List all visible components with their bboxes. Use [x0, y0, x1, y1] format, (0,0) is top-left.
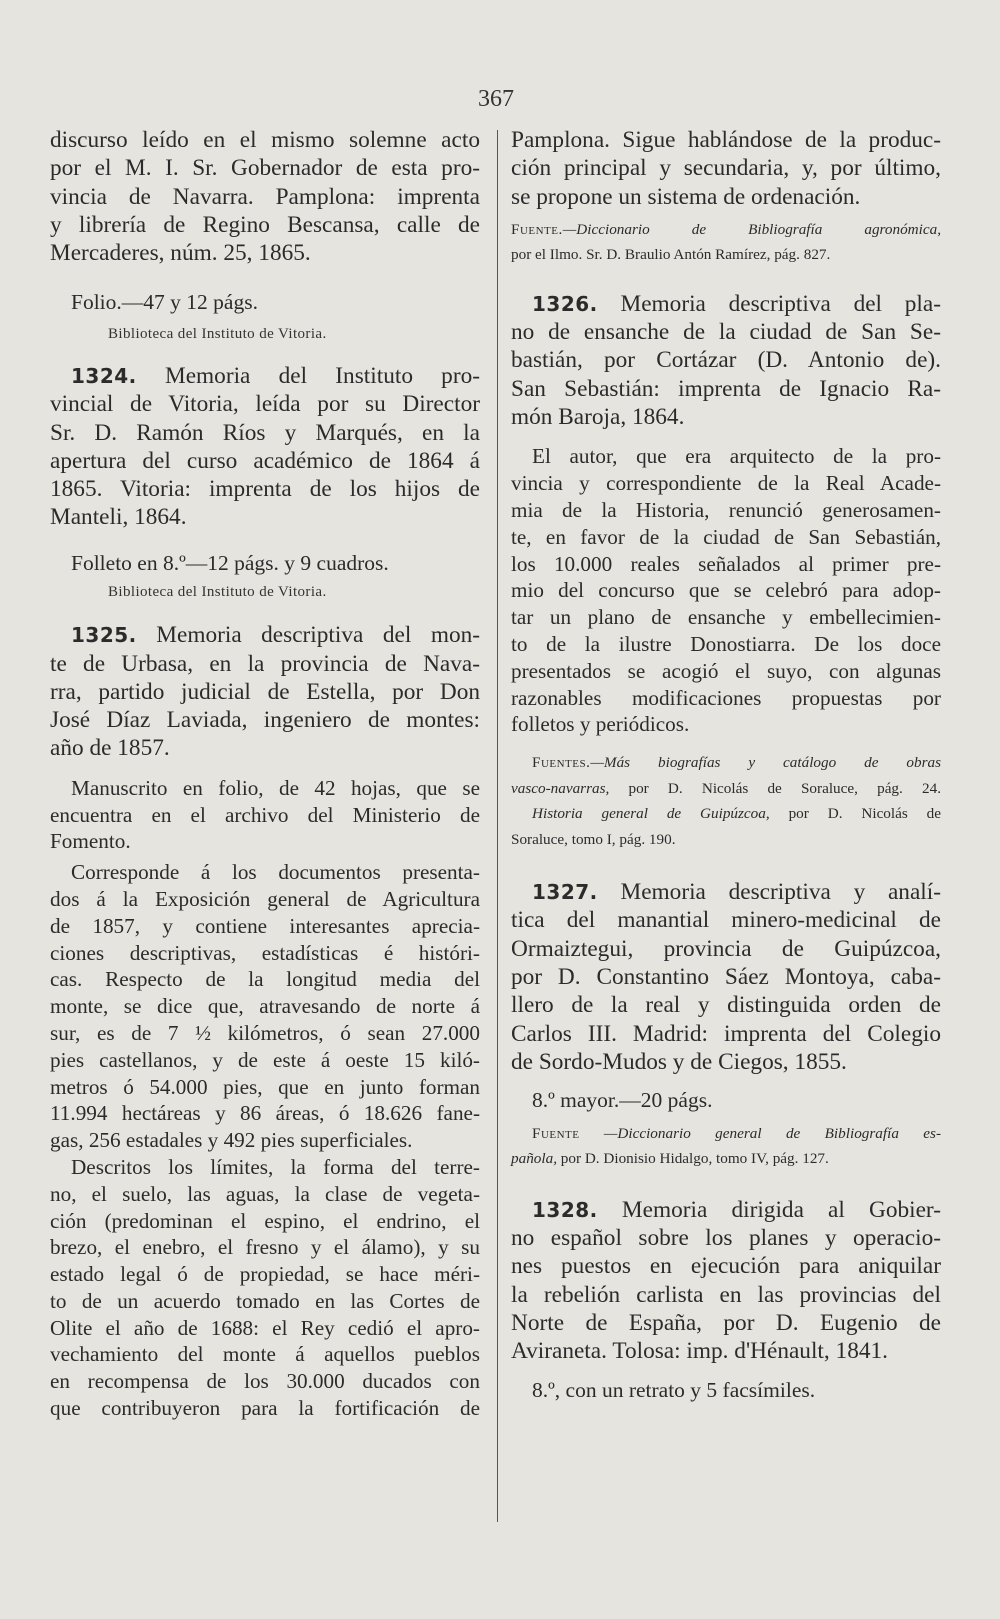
text-line: te de Urbasa, en la provincia de Nava-	[50, 650, 480, 677]
text-line: ciones descriptivas, estadísticas é históri-	[50, 940, 480, 965]
source-note	[511, 1146, 941, 1172]
text-line: Descritos los límites, la forma del terre-	[71, 1154, 480, 1179]
text-line: tica del manantial minero-medicinal de	[511, 907, 941, 934]
text-line: apertura del curso académico de 1864 á	[50, 447, 480, 474]
entry-heading-line	[50, 362, 480, 390]
entry-heading-line	[50, 621, 480, 649]
source-title: vasco-navarras,	[511, 779, 610, 797]
source-detail: por D. Nicolás de	[788, 805, 942, 823]
description-paragraph	[50, 1154, 480, 1422]
text-line: vincia de Navarra. Pamplona: imprenta	[50, 183, 480, 210]
text-line: mio del concurso que se celebró para adop-	[511, 578, 941, 603]
entry-1327	[511, 878, 941, 1172]
text-line: Memoria descriptiva del mon-	[156, 622, 480, 649]
library-location: Biblioteca del Instituto de Vitoria.	[108, 584, 327, 601]
text-line: El autor, que era arquitecto de la pro-	[532, 444, 941, 469]
text-line: no, el suelo, las aguas, la clase de vegeta-	[50, 1181, 480, 1206]
text-line: que contribuyeron para la fortificación de	[50, 1396, 480, 1421]
source-note	[511, 750, 941, 776]
text-line: monte, se dice que, atravesando de norte á	[50, 994, 480, 1019]
text-line: se propone un sistema de ordenación.	[511, 183, 861, 210]
continued-entry	[511, 126, 941, 268]
source-notes	[511, 750, 941, 852]
entry-number: 1326.	[532, 291, 598, 316]
source-detail: por D. Nicolás de Soraluce, pág. 24.	[628, 779, 942, 797]
text-line: Fomento.	[50, 829, 131, 854]
text-line: Aviraneta. Tolosa: imp. d'Hénault, 1841.	[511, 1338, 888, 1365]
entry-1325	[50, 621, 480, 1422]
source-note	[511, 217, 941, 243]
physical-description: Folio.—47 y 12 págs.	[71, 290, 258, 315]
text-line: ción principal y secundaria, y, por último,	[511, 155, 941, 182]
source-note: Soraluce, tomo I, pág. 190.	[511, 830, 676, 848]
text-line: nes puestos en ejecución para aniquilar	[511, 1253, 941, 1280]
text-line: tar un plano de ensanche y embellecimien-	[511, 605, 941, 630]
source-label: Fuentes.	[532, 754, 591, 772]
text-line: Carlos III. Madrid: imprenta del Colegio	[511, 1020, 941, 1047]
text-line: Corresponde á los documentos presenta-	[71, 860, 480, 885]
text-line: por el M. I. Sr. Gobernador de esta pro-	[50, 155, 480, 182]
text-line: Ormaiztegui, provincia de Guipúzcoa,	[511, 935, 941, 962]
source-title: —Diccionario general de Bibliografía es-	[603, 1124, 942, 1142]
source-note	[511, 801, 941, 827]
text-line: cas. Respecto de la longitud media del	[50, 967, 480, 992]
text-line: Memoria del Instituto pro-	[165, 362, 480, 389]
text-line: 11.994 hectáreas y 86 áreas, ó 18.626 fane-	[50, 1101, 480, 1126]
text-line: to de la ilustre Donostiarra. De los doce	[511, 631, 941, 656]
physical-description: 8.º, con un retrato y 5 facsímiles.	[532, 1377, 816, 1402]
source-label: Fuente.	[511, 220, 563, 238]
text-line: José Díaz Laviada, ingeniero de montes:	[50, 707, 480, 734]
column-divider	[497, 130, 498, 1522]
text-line: Olite el año de 1688: el Rey cedió el apro-	[50, 1315, 480, 1340]
physical-description: 8.º mayor.—20 págs.	[532, 1088, 713, 1113]
text-line: discurso leído en el mismo solemne acto	[50, 127, 480, 153]
text-line: encuentra en el archivo del Ministerio de	[50, 802, 480, 827]
source-title: —Diccionario de Bibliografía agronómica,	[562, 220, 941, 238]
text-line: los 10.000 reales señalados al primer pre-	[511, 551, 941, 576]
text-line: metros ó 54.000 pies, que en junto forman	[50, 1074, 480, 1099]
entry-1328	[511, 1196, 941, 1404]
text-line: rra, partido judicial de Estella, por Don	[50, 678, 480, 705]
text-line: vincia y correspondiente de la Real Acade-	[511, 471, 941, 496]
text-line: ción (predominan el espino, el endrino, el	[50, 1208, 480, 1233]
text-line: gas, 256 estadales y 492 pies superficiales.	[50, 1128, 413, 1153]
text-line: Manteli, 1864.	[50, 504, 187, 531]
text-line: to de un acuerdo tomado en las Cortes de	[50, 1288, 480, 1313]
text-line: Pamplona. Sigue hablándose de la produc-	[511, 127, 941, 153]
text-line: Manuscrito en folio, de 42 hojas, que se	[71, 775, 480, 800]
text-line: y librería de Regino Bescansa, calle de	[50, 211, 480, 238]
text-line: San Sebastián: imprenta de Ignacio Ra-	[511, 375, 941, 402]
text-line: mia de la Historia, renunció generosamen-	[511, 497, 941, 522]
entry-heading-line	[511, 878, 941, 906]
source-note	[511, 776, 941, 802]
text-line: llero de la real y distinguida orden de	[511, 992, 941, 1019]
text-line: vincial de Vitoria, leída por su Director	[50, 391, 480, 418]
text-line: Mercaderes, núm. 25, 1865.	[50, 240, 311, 267]
entry-1326	[511, 290, 941, 852]
text-line: Norte de España, por D. Eugenio de	[511, 1309, 941, 1336]
text-line: pies castellanos, y de este á oeste 15 kiló-	[50, 1047, 480, 1072]
entry-1324	[50, 362, 480, 601]
text-line: no de ensanche de la ciudad de San Se-	[511, 319, 941, 346]
text-line: no español sobre los planes y operacio-	[511, 1225, 941, 1252]
source-label: Fuente	[532, 1124, 580, 1142]
source-title: Historia general de Guipúzcoa,	[532, 805, 770, 823]
text-line: estado legal ó de propiedad, se hace méri-	[50, 1262, 480, 1287]
entry-number: 1324.	[71, 363, 137, 388]
source-note: por el Ilmo. Sr. D. Braulio Antón Ramírez, pág. 827.	[511, 246, 831, 264]
text-line: razonables modificaciones propuestas por	[511, 685, 941, 710]
entry-heading-line	[511, 290, 941, 318]
source-detail: por D. Dionisio Hidalgo, tomo IV, pág. 127.	[560, 1150, 829, 1168]
text-line: món Baroja, 1864.	[511, 404, 685, 431]
text-line: brezo, el enebro, el fresno y el álamo), y su	[50, 1235, 480, 1260]
text-line: Memoria descriptiva del pla-	[620, 290, 941, 317]
text-line: 1865. Vitoria: imprenta de los hijos de	[50, 476, 480, 503]
page-number: 367	[478, 86, 514, 112]
entry-number: 1327.	[532, 880, 598, 905]
text-line: de Sordo-Mudos y de Ciegos, 1855.	[511, 1048, 847, 1075]
manuscript-note	[50, 775, 480, 855]
left-column	[50, 126, 480, 1422]
text-line: Memoria dirigida al Gobier-	[621, 1196, 941, 1223]
physical-description: Folleto en 8.º—12 págs. y 9 cuadros.	[71, 550, 389, 575]
source-title: pañola,	[511, 1150, 557, 1168]
text-line: dos á la Exposición general de Agricultura	[50, 886, 480, 911]
text-line: Memoria descriptiva y analí-	[620, 879, 941, 906]
text-line: en recompensa de los 30.000 ducados con	[50, 1369, 480, 1394]
right-column	[511, 126, 941, 1404]
source-title: —Más biografías y catálogo de obras	[590, 754, 941, 772]
text-line: la rebelión carlista en las provincias del	[511, 1281, 941, 1308]
text-line: Sr. D. Ramón Ríos y Marqués, en la	[50, 419, 480, 446]
entry-number: 1325.	[71, 623, 137, 648]
text-line: te, en favor de la ciudad de San Sebastián,	[511, 524, 941, 549]
text-line: de 1857, y contiene interesantes aprecia-	[50, 913, 480, 938]
source-note	[511, 1121, 941, 1147]
entry-heading-line	[511, 1196, 941, 1224]
description-paragraph	[511, 443, 941, 738]
text-line: vechamiento del monte á aquellos pueblos	[50, 1342, 480, 1367]
library-location: Biblioteca del Instituto de Vitoria.	[108, 325, 327, 342]
text-line: sur, es de 7 ½ kilómetros, ó sean 27.000	[50, 1020, 480, 1045]
text-line: bastián, por Cortázar (D. Antonio de).	[511, 347, 941, 374]
text-line: folletos y periódicos.	[511, 712, 690, 737]
entry-number: 1328.	[532, 1197, 598, 1222]
text-line: por D. Constantino Sáez Montoya, caba-	[511, 964, 941, 991]
continued-entry	[50, 126, 480, 343]
text-line: presentados se acogió el suyo, con algunas	[511, 658, 941, 683]
text-line: año de 1857.	[50, 735, 170, 762]
description-paragraph	[50, 859, 480, 1154]
